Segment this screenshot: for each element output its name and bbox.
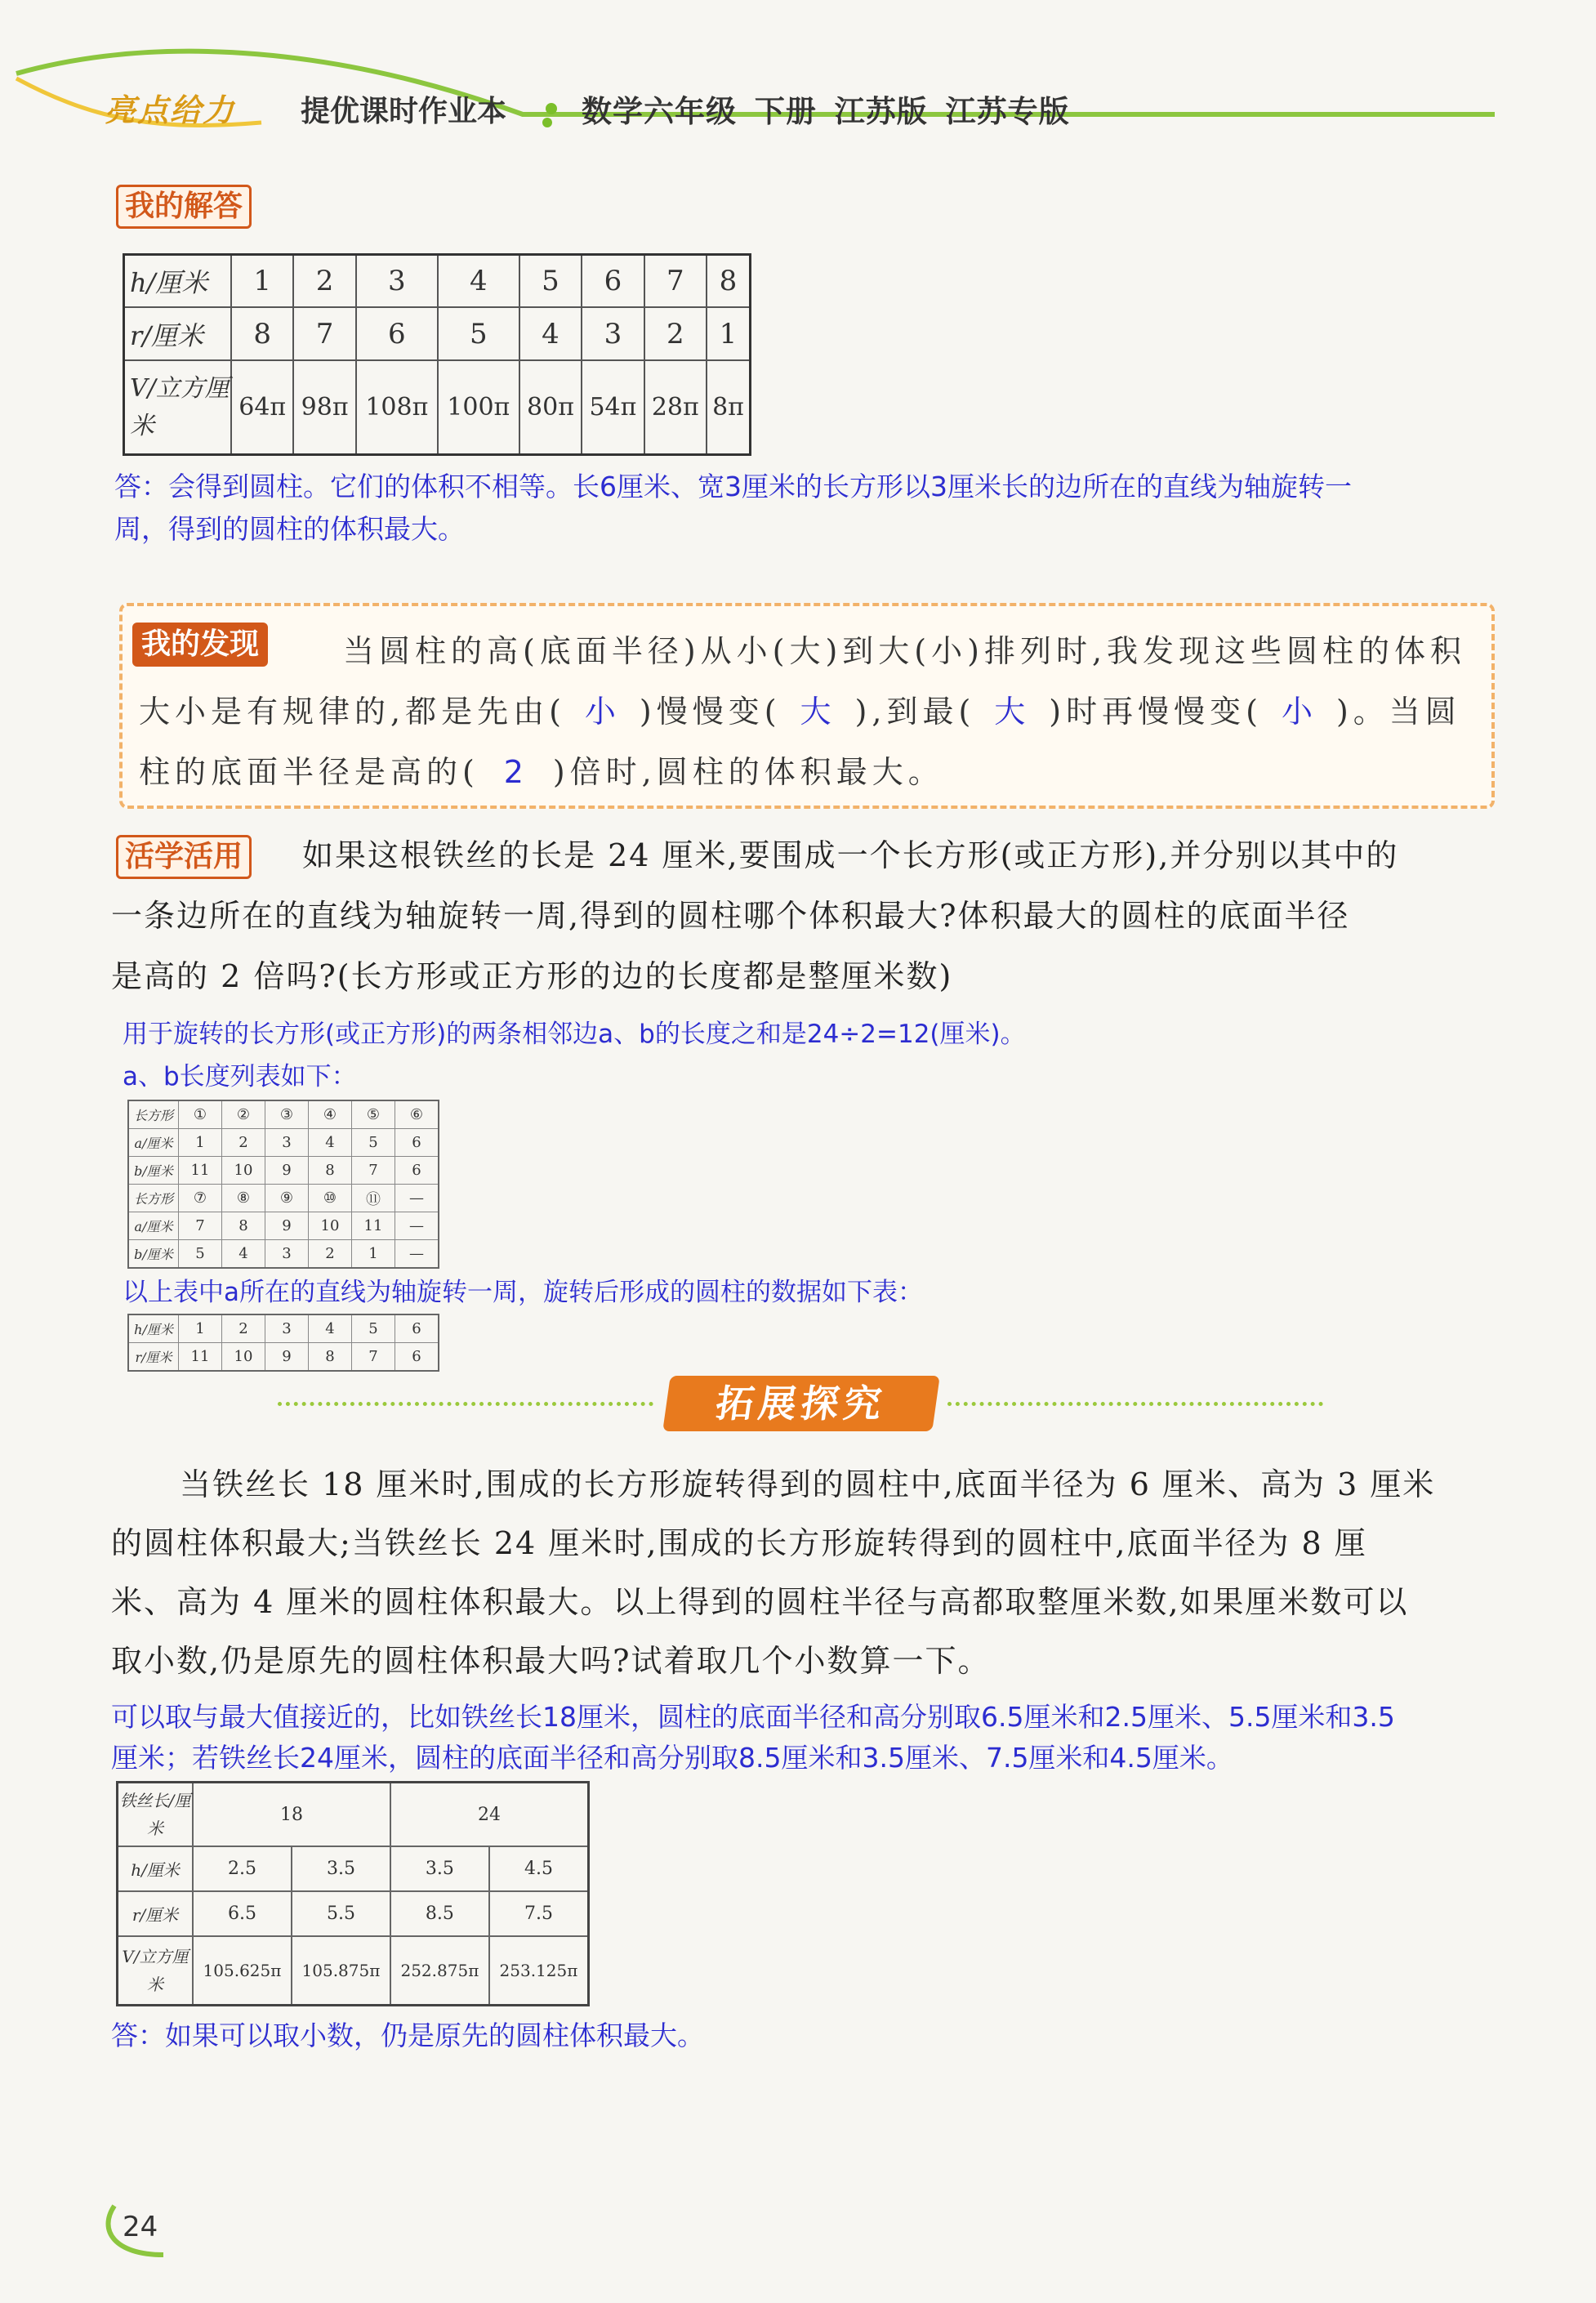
cylinder-volume-table: [123, 253, 751, 456]
table-cell: ⑨: [265, 1185, 309, 1212]
extend-answer-2: 厘米；若铁丝长24厘米，圆柱的底面半径和高分别取8.5厘米和3.5厘米、7.5厘米和4.5厘米。: [111, 1742, 1233, 1774]
table-cell: ⑦: [179, 1185, 222, 1212]
table-cell: 10: [309, 1212, 352, 1240]
fill-answer: 大: [994, 694, 1031, 730]
page-number: 24: [123, 2211, 158, 2243]
table-cell: 105.625π: [193, 1936, 292, 2006]
text: 大小是有规律的,都是先由(: [139, 694, 566, 730]
row-label: V/立方厘米: [118, 1936, 194, 2006]
table-cell: 8: [231, 307, 293, 360]
row-label: a/厘米: [128, 1212, 179, 1240]
row-label: h/厘米: [128, 1314, 179, 1343]
section-title-extend: 拓展探究: [662, 1376, 940, 1431]
table-cell: 11: [179, 1157, 222, 1185]
table-row: [128, 1343, 439, 1372]
table-cell: 3: [265, 1240, 309, 1269]
fill-answer: 大: [800, 694, 836, 730]
row-label: 长方形: [128, 1185, 179, 1212]
table-cell: 108π: [356, 360, 438, 454]
table-cell: 100π: [438, 360, 519, 454]
row-label: r/厘米: [118, 1891, 194, 1936]
table-cell: 8: [309, 1157, 352, 1185]
table-cell: 10: [222, 1157, 265, 1185]
table-row: [118, 1783, 589, 1847]
table-cell: 5: [438, 307, 519, 360]
section-tag-apply: 活学活用: [116, 835, 252, 879]
table-cell: 252.875π: [390, 1936, 489, 2006]
table-cell: 2: [309, 1240, 352, 1269]
table-cell: 11: [352, 1212, 395, 1240]
table-row: [118, 1846, 589, 1891]
table-cell: 4: [309, 1314, 352, 1343]
table-cell: —: [395, 1185, 439, 1212]
extend-text-2: 的圆柱体积最大;当铁丝长 24 厘米时,围成的长方形旋转得到的圆柱中,底面半径为 8 厘: [111, 1525, 1367, 1561]
apply-question-3: 是高的 2 倍吗?(长方形或正方形的边的长度都是整厘米数): [111, 958, 953, 994]
ab-length-table: [127, 1100, 439, 1269]
header-dot-icon: [546, 103, 557, 114]
extend-text-4: 取小数,仍是原先的圆柱体积最大吗?试着取几个小数算一下。: [111, 1643, 991, 1679]
table-cell: 2: [293, 255, 355, 308]
table-cell: ④: [309, 1100, 352, 1129]
text: )时再慢慢变(: [1049, 694, 1263, 730]
table-cell: 3: [265, 1129, 309, 1157]
extend-text-1: 当铁丝长 18 厘米时,围成的长方形旋转得到的圆柱中,底面半径为 6 厘米、高为 3 厘米: [180, 1466, 1436, 1502]
table-cell: 7: [644, 255, 707, 308]
header-book-title: 提优课时作业本: [301, 95, 507, 128]
table-cell: 2.5: [193, 1846, 292, 1891]
extend-answer-1: 可以取与最大值接近的，比如铁丝长18厘米，圆柱的底面半径和高分别取6.5厘米和2.5厘米、5.5厘米和3.5: [111, 1701, 1395, 1733]
table-cell: —: [395, 1212, 439, 1240]
extend-final-answer: 答：如果可以取小数，仍是原先的圆柱体积最大。: [111, 2020, 704, 2051]
table-cell: —: [395, 1240, 439, 1269]
table-row: [128, 1212, 439, 1240]
row-label: b/厘米: [128, 1157, 179, 1185]
fill-answer: 2: [503, 754, 528, 790]
table-row: [128, 1157, 439, 1185]
table-cell: 253.125π: [489, 1936, 589, 2006]
table-row: [118, 1891, 589, 1936]
table-cell: 4: [519, 307, 582, 360]
table-cell: 3.5: [292, 1846, 390, 1891]
apply-question-1: 如果这根铁丝的长是 24 厘米,要围成一个长方形(或正方形),并分别以其中的: [302, 837, 1399, 873]
fill-answer: 小: [1281, 694, 1317, 730]
table-row: [128, 1240, 439, 1269]
table-cell: ①: [179, 1100, 222, 1129]
apply-answer-1: 用于旋转的长方形(或正方形)的两条相邻边a、b的长度之和是24÷2=12(厘米)。: [123, 1020, 1026, 1049]
discovery-line-3: [139, 742, 1478, 802]
table-cell: 6: [395, 1157, 439, 1185]
table-cell: 4: [438, 255, 519, 308]
answer-text-2: 周，得到的圆柱的体积最大。: [114, 513, 465, 545]
table-cell: 8: [222, 1212, 265, 1240]
table-cell: 5: [352, 1314, 395, 1343]
decimal-cylinder-table: [116, 1781, 590, 2006]
table-cell: 1: [179, 1129, 222, 1157]
header-logo: 亮点给力: [105, 92, 236, 128]
table-cell: 3: [265, 1314, 309, 1343]
table-cell: ⑩: [309, 1185, 352, 1212]
text: 柱的底面半径是高的(: [139, 754, 479, 790]
table-cell: 8: [707, 255, 751, 308]
table-cell: 6: [395, 1343, 439, 1372]
table-cell: 1: [352, 1240, 395, 1269]
rotation-table: [127, 1314, 439, 1372]
row-label: 长方形: [128, 1100, 179, 1129]
table-cell: 2: [222, 1314, 265, 1343]
row-label: h/厘米: [118, 1846, 194, 1891]
table-cell: ②: [222, 1100, 265, 1129]
table-cell: 9: [265, 1343, 309, 1372]
table-cell: 2: [644, 307, 707, 360]
table-cell: ⑪: [352, 1185, 395, 1212]
header-grade-info: 数学六年级 下册 江苏版 江苏专版: [582, 94, 1070, 129]
apply-answer-2: a、b长度列表如下：: [123, 1062, 357, 1091]
table-cell: 5: [179, 1240, 222, 1269]
table-cell: 6: [356, 307, 438, 360]
table-cell: 5: [519, 255, 582, 308]
table-cell: 3: [356, 255, 438, 308]
table-cell: 6: [395, 1314, 439, 1343]
table-cell: 7: [352, 1343, 395, 1372]
table-cell: 24: [390, 1783, 589, 1847]
apply-question-2: 一条边所在的直线为轴旋转一周,得到的圆柱哪个体积最大?体积最大的圆柱的底面半径: [111, 898, 1350, 934]
table-row: [124, 255, 751, 308]
row-label: V/立方厘米: [124, 360, 232, 454]
table-cell: 6.5: [193, 1891, 292, 1936]
table-cell: 9: [265, 1212, 309, 1240]
table-cell: 10: [222, 1343, 265, 1372]
table-cell: 9: [265, 1157, 309, 1185]
table-cell: 6: [395, 1129, 439, 1157]
table-cell: 7: [293, 307, 355, 360]
section-tag-discovery: 我的发现: [132, 623, 268, 667]
discovery-line-2: [139, 681, 1478, 742]
table-row: [128, 1185, 439, 1212]
text: )倍时,圆柱的体积最大。: [552, 754, 944, 790]
table-row: [124, 360, 751, 454]
table-cell: ⑥: [395, 1100, 439, 1129]
row-label: h/厘米: [124, 255, 232, 308]
discovery-text: [139, 621, 1478, 802]
table-cell: ⑤: [352, 1100, 395, 1129]
table-cell: 1: [707, 307, 751, 360]
table-row: [128, 1314, 439, 1343]
table-cell: ③: [265, 1100, 309, 1129]
text: )。当圆: [1335, 694, 1461, 730]
fill-answer: 小: [584, 694, 621, 730]
table-cell: 6: [582, 255, 644, 308]
table-cell: 64π: [231, 360, 293, 454]
table-row: [124, 307, 751, 360]
table-cell: 7: [352, 1157, 395, 1185]
divider: [947, 1402, 1323, 1406]
table-cell: 5: [352, 1129, 395, 1157]
table-cell: 18: [193, 1783, 390, 1847]
section-tag-my-answer: 我的解答: [116, 185, 252, 229]
table-cell: 7.5: [489, 1891, 589, 1936]
text: ),到最(: [854, 694, 976, 730]
table-cell: 3: [582, 307, 644, 360]
discovery-line-1: 当圆柱的高(底面半径)从小(大)到大(小)排列时,我发现这些圆柱的体积: [343, 633, 1467, 669]
table-cell: 3.5: [390, 1846, 489, 1891]
table-cell: 4: [309, 1129, 352, 1157]
extend-text-3: 米、高为 4 厘米的圆柱体积最大。以上得到的圆柱半径与高都取整厘米数,如果厘米数可以: [111, 1584, 1409, 1620]
table-cell: 54π: [582, 360, 644, 454]
divider: [278, 1402, 653, 1406]
row-label: r/厘米: [128, 1343, 179, 1372]
table-row: [128, 1129, 439, 1157]
table-cell: 11: [179, 1343, 222, 1372]
table-cell: 105.875π: [292, 1936, 390, 2006]
table-cell: 28π: [644, 360, 707, 454]
apply-answer-3: 以上表中a所在的直线为轴旋转一周，旋转后形成的圆柱的数据如下表：: [123, 1278, 923, 1307]
row-label: r/厘米: [124, 307, 232, 360]
table-cell: 4: [222, 1240, 265, 1269]
table-cell: 8π: [707, 360, 751, 454]
table-cell: 1: [179, 1314, 222, 1343]
table-cell: 80π: [519, 360, 582, 454]
row-label: b/厘米: [128, 1240, 179, 1269]
table-cell: 98π: [293, 360, 355, 454]
table-cell: 7: [179, 1212, 222, 1240]
table-cell: 8: [309, 1343, 352, 1372]
table-row: [118, 1936, 589, 2006]
row-label: 铁丝长/厘米: [118, 1783, 194, 1847]
table-cell: 1: [231, 255, 293, 308]
table-cell: 4.5: [489, 1846, 589, 1891]
table-row: [128, 1100, 439, 1129]
text: )慢慢变(: [639, 694, 782, 730]
table-cell: 2: [222, 1129, 265, 1157]
answer-text-1: 答：会得到圆柱。它们的体积不相等。长6厘米、宽3厘米的长方形以3厘米长的边所在的直线为轴旋转一: [114, 471, 1352, 502]
table-cell: 8.5: [390, 1891, 489, 1936]
table-cell: ⑧: [222, 1185, 265, 1212]
row-label: a/厘米: [128, 1129, 179, 1157]
table-cell: 5.5: [292, 1891, 390, 1936]
